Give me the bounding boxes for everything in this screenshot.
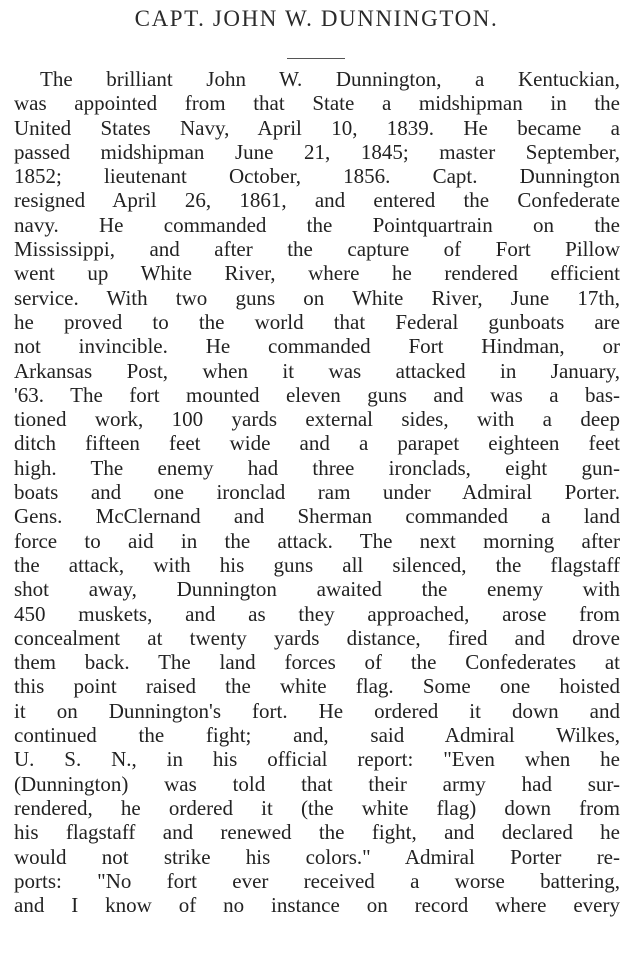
text-line: would not strike his colors." Admiral Porter re- (14, 844, 620, 869)
page-title: CAPT. JOHN W. DUNNINGTON. (134, 6, 499, 31)
text-line: 1852; lieutenant October, 1856. Capt. Dunnington (14, 164, 620, 189)
text-line: The brilliant John W. Dunnington, a Kentuckian, (40, 67, 620, 91)
text-line: tioned work, 100 yards external sides, with a deep (14, 407, 620, 432)
text-line: went up White River, where he rendered efficient (14, 261, 620, 286)
text-line: boats and one ironclad ram under Admiral Porter. (14, 480, 620, 505)
text-line: force to aid in the attack. The next morning after (14, 528, 620, 553)
text-line: passed midshipman June 21, 1845; master September, (14, 139, 620, 164)
text-line: not invincible. He commanded Fort Hindman, or (14, 334, 620, 359)
text-line: 450 muskets, and as they approached, arose from (14, 601, 620, 626)
text-line: resigned April 26, 1861, and entered the Confederate (14, 188, 620, 213)
text-line: them back. The land forces of the Confederates at (14, 650, 620, 675)
text-line: he proved to the world that Federal gunboats are (14, 309, 620, 334)
text-line: shot away, Dunnington awaited the enemy with (14, 577, 620, 602)
text-line: '63. The fort mounted eleven guns and was a bas- (14, 382, 620, 407)
text-line: it on Dunnington's fort. He ordered it down and (14, 698, 620, 723)
article-body (14, 67, 620, 917)
title-rule (287, 58, 345, 59)
text-line: United States Navy, April 10, 1839. He became a (14, 115, 620, 140)
text-line: was appointed from that State a midshipman in the (14, 91, 620, 116)
text-line: rendered, he ordered it (the white flag) down from (14, 795, 620, 820)
text-line: service. With two guns on White River, June 17th, (14, 285, 620, 310)
text-line: Gens. McClernand and Sherman commanded a land (14, 504, 620, 529)
text-line: Mississippi, and after the capture of Fort Pillow (14, 237, 620, 262)
text-line: continued the fight; and, said Admiral Wilkes, (14, 723, 620, 748)
text-line: his flagstaff and renewed the fight, and declared he (14, 820, 620, 845)
text-line: the attack, with his guns all silenced, the flagstaff (14, 552, 620, 577)
text-line: U. S. N., in his official report: "Even when he (14, 747, 620, 772)
text-line: Arkansas Post, when it was attacked in January, (14, 358, 620, 383)
text-line: ports: "No fort ever received a worse battering, (14, 868, 620, 893)
text-line: ditch fifteen feet wide and a parapet eighteen feet (14, 431, 620, 456)
text-line: concealment at twenty yards distance, fired and drove (14, 625, 620, 650)
text-line: this point raised the white flag. Some one hoisted (14, 674, 620, 699)
text-line: navy. He commanded the Pointquartrain on the (14, 212, 620, 237)
text-line: (Dunnington) was told that their army had sur- (14, 771, 620, 796)
text-line: and I know of no instance on record where every (14, 893, 620, 918)
text-line: high. The enemy had three ironclads, eight gun- (14, 455, 620, 480)
